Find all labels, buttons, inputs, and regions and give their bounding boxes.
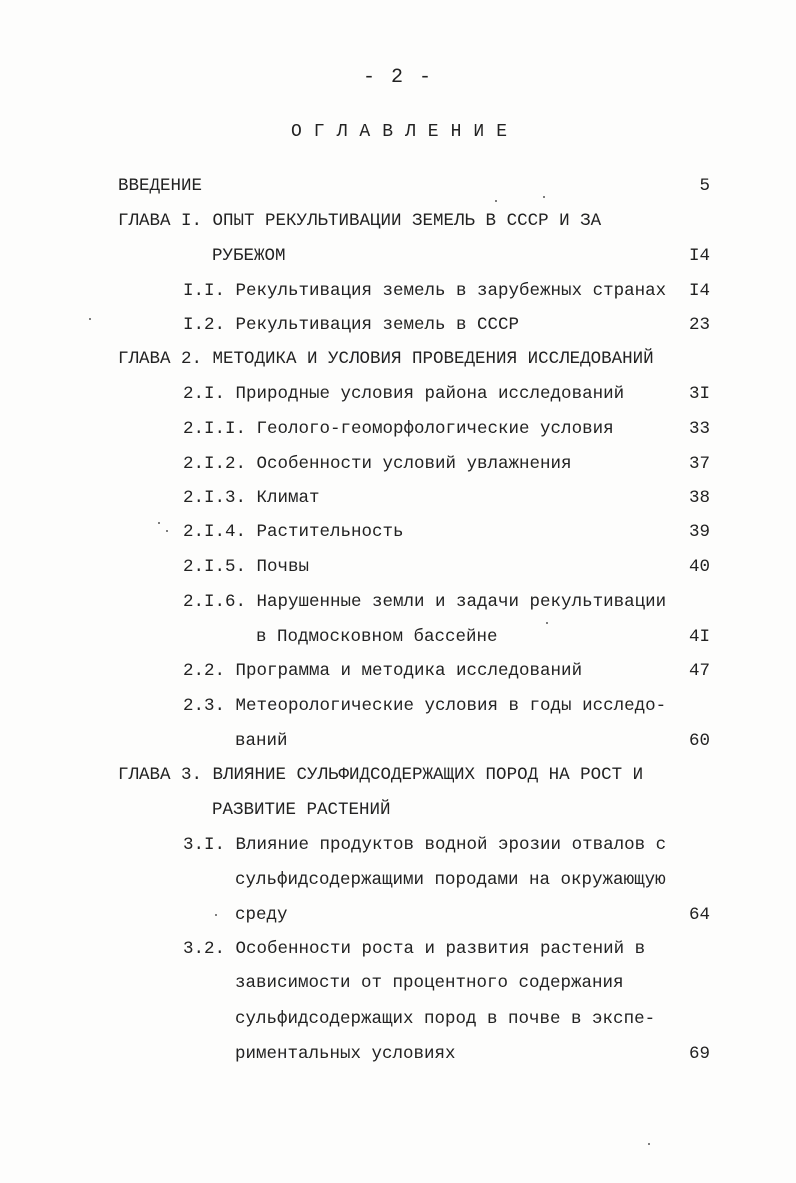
scan-speck xyxy=(648,1143,650,1145)
toc-entry-text: 2.I.I. Геолого-геоморфологические условия xyxy=(183,419,614,439)
toc-entry-text: 2.I.4. Растительность xyxy=(183,522,404,542)
toc-entry-text: РАЗВИТИЕ РАСТЕНИЙ xyxy=(212,800,391,820)
toc-entry-page: 33 xyxy=(688,419,710,439)
toc-entry-page: 5 xyxy=(699,176,710,196)
toc-entry-text: ваний xyxy=(235,731,288,751)
scan-speck xyxy=(215,914,217,916)
toc-entry-page: 23 xyxy=(688,315,710,335)
toc-entry-page: 3I xyxy=(688,384,710,404)
toc-entry-page: 4I xyxy=(688,627,710,647)
toc-entry-text: I.2. Рекультивация земель в СССР xyxy=(183,315,520,335)
toc-entry-text: зависимости от процентного содержания xyxy=(235,973,624,993)
toc-entry-page: 37 xyxy=(688,454,710,474)
scan-speck xyxy=(543,196,545,198)
toc-entry-text: риментальных условиях xyxy=(235,1044,456,1064)
toc-entry-page: I4 xyxy=(688,246,710,266)
toc-entry-text: 3.2. Особенности роста и развития растений в xyxy=(183,939,646,959)
page-number: - 2 - xyxy=(362,66,433,89)
toc-entry-page: I4 xyxy=(688,281,710,301)
toc-entry-page: 39 xyxy=(688,522,710,542)
toc-entry-text: РУБЕЖОМ xyxy=(212,246,286,266)
toc-entry-page: 38 xyxy=(688,488,710,508)
scan-speck xyxy=(166,530,168,532)
toc-entry-text: 2.3. Метеорологические условия в годы исследо- xyxy=(183,696,667,716)
toc-entry-page: 47 xyxy=(688,661,710,681)
toc-entry-text: сульфидсодержащих пород в почве в экспе- xyxy=(235,1009,656,1029)
toc-entry-text: 2.I.6. Нарушенные земли и задачи рекультивации xyxy=(183,592,667,612)
toc-entry-text: 2.I.5. Почвы xyxy=(183,557,310,577)
toc-entry-text: 3.I. Влияние продуктов водной эрозии отвалов с xyxy=(183,835,667,855)
toc-entry-page: 64 xyxy=(688,905,710,925)
toc-title: ОГЛАВЛЕНИЕ xyxy=(290,122,520,142)
toc-entry-text: ГЛАВА I. ОПЫТ РЕКУЛЬТИВАЦИИ ЗЕМЕЛЬ В СССР И ЗА xyxy=(118,211,602,231)
toc-entry-text: ВВЕДЕНИЕ xyxy=(118,176,203,196)
toc-entry-page: 40 xyxy=(688,557,710,577)
toc-entry-page: 60 xyxy=(688,731,710,751)
toc-entry-text: I.I. Рекультивация земель в зарубежных странах xyxy=(183,281,667,301)
toc-entry-text: 2.2. Программа и методика исследований xyxy=(183,661,583,681)
scan-speck xyxy=(546,622,548,624)
toc-entry-text: среду xyxy=(235,905,288,925)
scan-speck xyxy=(89,318,91,320)
toc-entry-text: 2.I. Природные условия района исследований xyxy=(183,384,625,404)
scan-speck xyxy=(495,200,497,202)
toc-entry-text: 2.I.3. Климат xyxy=(183,488,320,508)
toc-entry-page: 69 xyxy=(688,1044,710,1064)
toc-entry-text: ГЛАВА 3. ВЛИЯНИЕ СУЛЬФИДСОДЕРЖАЩИХ ПОРОД НА РОСТ И xyxy=(118,765,644,785)
toc-entry-text: в Подмосковном бассейне xyxy=(256,627,498,647)
toc-entry-text: ГЛАВА 2. МЕТОДИКА И УСЛОВИЯ ПРОВЕДЕНИЯ ИССЛЕДОВАНИЙ xyxy=(118,349,654,369)
toc-entry-text: сульфидсодержащими породами на окружающую xyxy=(235,870,666,890)
toc-entry-text: 2.I.2. Особенности условий увлажнения xyxy=(183,454,572,474)
scan-speck xyxy=(158,522,160,524)
